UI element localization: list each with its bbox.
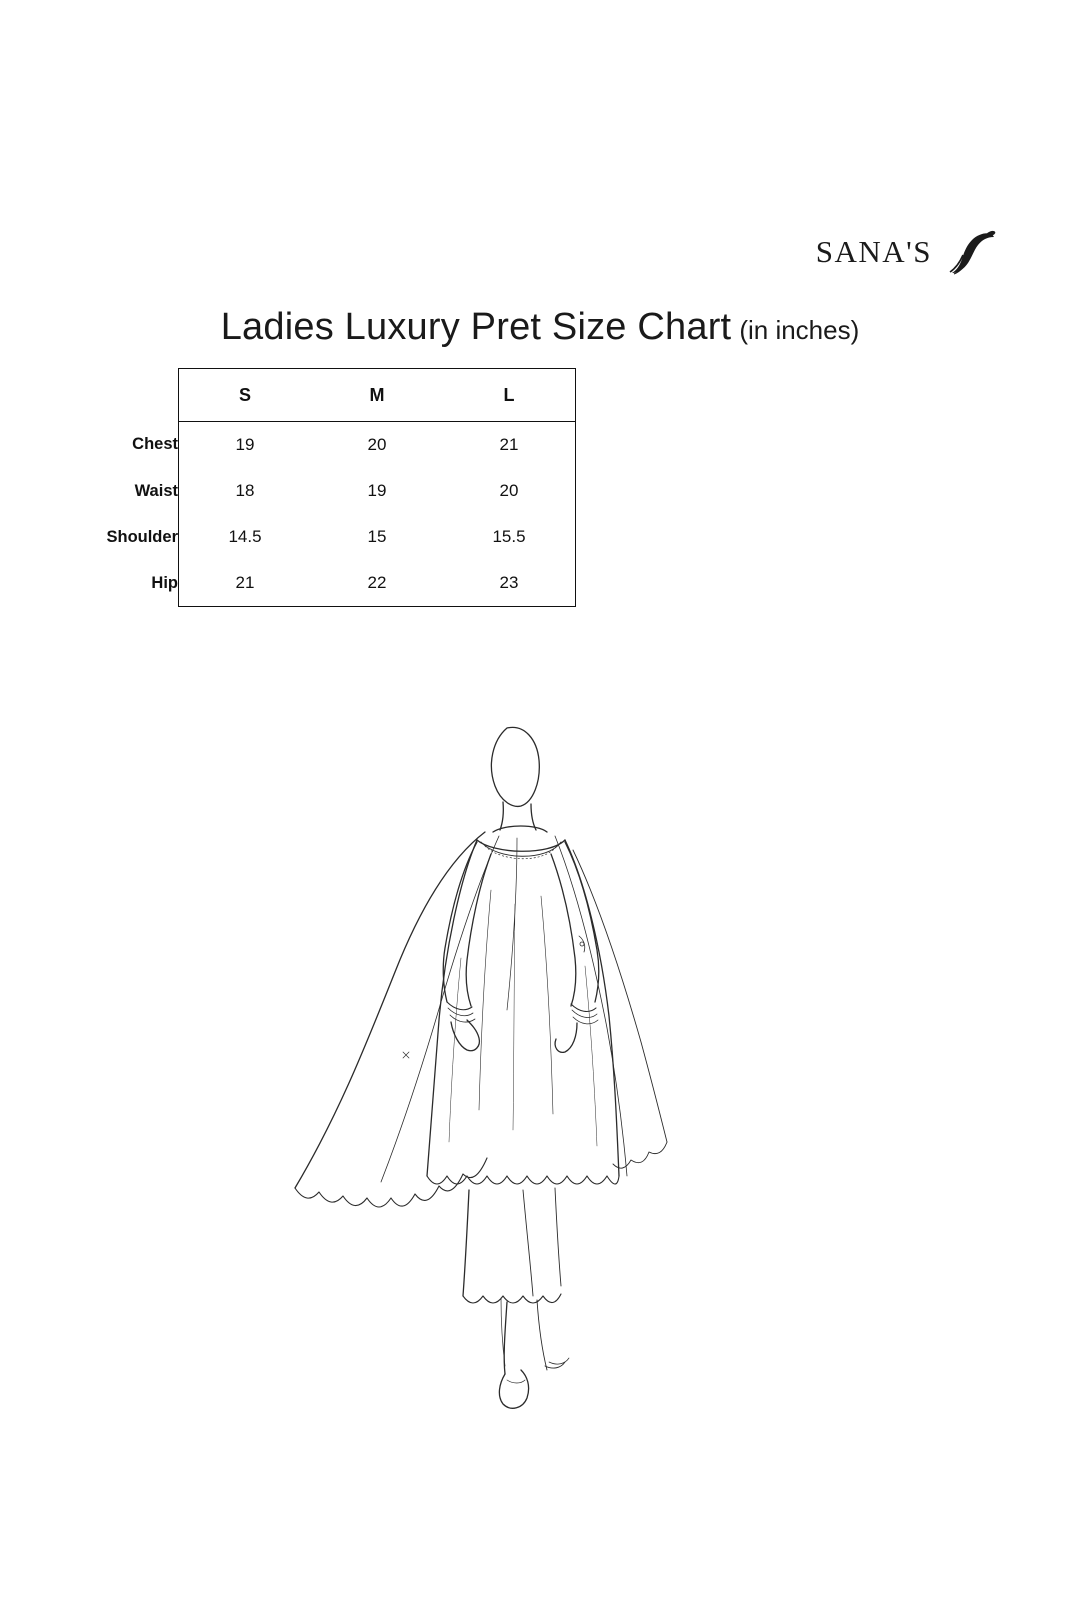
row-label-waist: Waist: [134, 481, 178, 500]
fashion-sketch-illustration: [255, 690, 775, 1420]
fashion-sketch-lady-icon: [255, 690, 775, 1420]
table-header-row: [56, 369, 576, 422]
page-title-unit: (in inches): [739, 315, 860, 345]
row-label-chest: Chest: [132, 435, 178, 454]
flowing-dress-logo-icon: [942, 228, 998, 276]
size-chart: [56, 368, 576, 607]
cell-hip-m: 22: [311, 560, 443, 607]
cell-shoulder-s: 14.5: [179, 514, 312, 560]
table-row: [56, 468, 576, 514]
row-label-shoulder: Shoulder: [106, 527, 178, 546]
table-row: [56, 514, 576, 560]
column-header-m: M: [311, 369, 443, 422]
column-header-s: S: [179, 369, 312, 422]
cell-chest-l: 21: [443, 422, 576, 469]
column-header-l: L: [443, 369, 576, 422]
cell-chest-m: 20: [367, 435, 387, 454]
page-title: [0, 306, 1080, 349]
size-chart-table: [56, 368, 576, 607]
row-label-hip: Hip: [151, 573, 178, 592]
cell-waist-m: 19: [367, 481, 387, 500]
table-row: [56, 560, 576, 607]
cell-hip-s: 21: [179, 560, 312, 607]
cell-waist-s: 18: [179, 468, 312, 514]
cell-shoulder-l: 15.5: [443, 514, 576, 560]
cell-hip-l: 23: [443, 560, 576, 607]
page-title-main: Ladies Luxury Pret Size Chart: [220, 306, 732, 348]
header-corner-blank: [56, 369, 179, 422]
brand-name: SANA'S: [815, 234, 932, 269]
cell-chest-s: 19: [179, 422, 312, 469]
brand-logo: [816, 228, 998, 276]
cell-waist-l: 20: [443, 468, 576, 514]
cell-shoulder-m: 15: [367, 527, 387, 546]
table-row: [56, 422, 576, 469]
